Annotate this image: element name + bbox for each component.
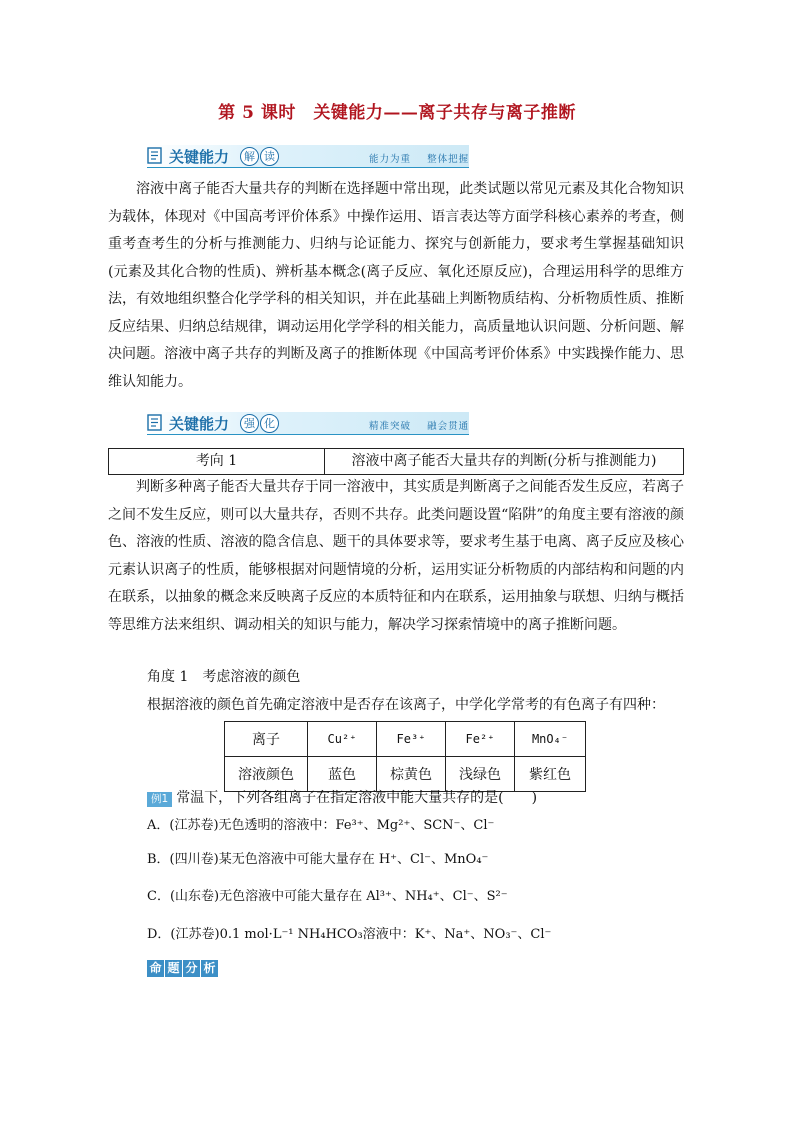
table-row (225, 722, 586, 757)
table-cell: Cu²⁺ (308, 722, 377, 757)
judgement-paragraph: 判断多种离子能否大量共存于同一溶液中，其实质是判断离子之间能否发生反应，若离子之间不发生反应，则可以大量共存，否则不共存。此类问题设置“陷阱”的角度主要有溶液的颜色、溶液的性质、溶液的隐含信息、题干的具体要求等，要求考生基于电离、离子反应及核心元素认识离子的性质，能够根据对问题情境的分析，运用实证分析物质的内部结构和问题的内在联系，以抽象的概念来反映离子反应的本质特征和内在联系，运用抽象与联想、归纳与概括等思维方法来组织、调动相关的知识与能力，解决学习探索情境中的离子推断问题。 (108, 479, 684, 633)
banner-subtitle: 精准突破 融会贯通 (369, 421, 470, 432)
banner-title: 关键能力 (169, 415, 230, 433)
example-stem-line (147, 788, 537, 808)
ion-color-table (224, 721, 586, 792)
table-row (225, 757, 586, 792)
example-stem: 常温下，下列各组离子在指定溶液中能大量共存的是( ) (176, 790, 538, 806)
banner-title: 关键能力 (169, 148, 230, 166)
analysis-label (147, 957, 219, 975)
banner-circle-char: 强 (240, 414, 259, 433)
table-cell: 浅绿色 (446, 757, 515, 792)
angle-heading: 角度 1 考虑溶液的颜色 (147, 669, 301, 685)
table-cell: 棕黄色 (377, 757, 446, 792)
option-d: D．(江苏卷)0.1 mol·L⁻¹ NH₄HCO₃溶液中：K⁺、Na⁺、NO₃⁻、Cl⁻ (147, 927, 552, 942)
analysis-char: 题 (165, 960, 182, 977)
analysis-char: 析 (201, 960, 218, 977)
page-title: 第 5 课时 关键能力——离子共存与离子推断 (218, 103, 576, 123)
banner-circle-char: 化 (260, 414, 279, 433)
option-a: A．(江苏卷)无色透明的溶液中：Fe³⁺、Mg²⁺、SCN⁻、Cl⁻ (147, 818, 495, 833)
table-cell: Fe²⁺ (446, 722, 515, 757)
notebook-icon (147, 147, 163, 164)
kaoxiang-box (108, 448, 684, 475)
analysis-char: 命 (147, 960, 164, 977)
intro-paragraph: 溶液中离子能否大量共存的判断在选择题中常出现，此类试题以常见元素及其化合物知识为载体，体现对《中国高考评价体系》中操作运用、语言表达等方面学科核心素养的考查，侧重考查考生的分析与推测能力、归纳与论证能力、探究与创新能力，要求考生掌握基础知识(元素及其化合物的性质)、辨析基本概念(离子反应、氧化还原反应)，合理运用科学的思维方法，有效地组织整合化学学科的相关知识，并在此基础上判断物质结构、分析物质性质、推断反应结果、归纳总结规律，调动运用化学学科的相关能力，高质量地认识问题、分析问题、解决问题。溶液中离子共存的判断及离子的推断体现《中国高考评价体系》中实践操作能力、思维认知能力。 (108, 181, 684, 390)
analysis-char: 分 (183, 960, 200, 977)
table-cell: 紫红色 (515, 757, 586, 792)
table-cell: Fe³⁺ (377, 722, 446, 757)
kaoxiang-text: 溶液中离子能否大量共存的判断(分析与推测能力) (351, 453, 657, 469)
example-badge: 例1 (147, 792, 172, 807)
option-b: B．(四川卷)某无色溶液中可能大量存在 H⁺、Cl⁻、MnO₄⁻ (147, 852, 489, 867)
banner-subtitle: 能力为重 整体把握 (369, 154, 470, 165)
table-header-cell: 溶液颜色 (225, 757, 308, 792)
notebook-icon (147, 414, 163, 431)
color-intro: 根据溶液的颜色首先确定溶液中是否存在该离子，中学化学常考的有色离子有四种： (147, 697, 665, 713)
table-cell: 蓝色 (308, 757, 377, 792)
table-header-cell: 离子 (225, 722, 308, 757)
banner-circle-char: 解 (240, 147, 259, 166)
option-c: C．(山东卷)无色溶液中可能大量存在 Al³⁺、NH₄⁺、Cl⁻、S²⁻ (147, 889, 508, 904)
section-banner-strengthen (147, 412, 469, 434)
table-cell: MnO₄⁻ (515, 722, 586, 757)
kaoxiang-label: 考向 1 (109, 449, 325, 474)
banner-circle-char: 读 (260, 147, 279, 166)
section-banner-interpretation (147, 145, 469, 167)
